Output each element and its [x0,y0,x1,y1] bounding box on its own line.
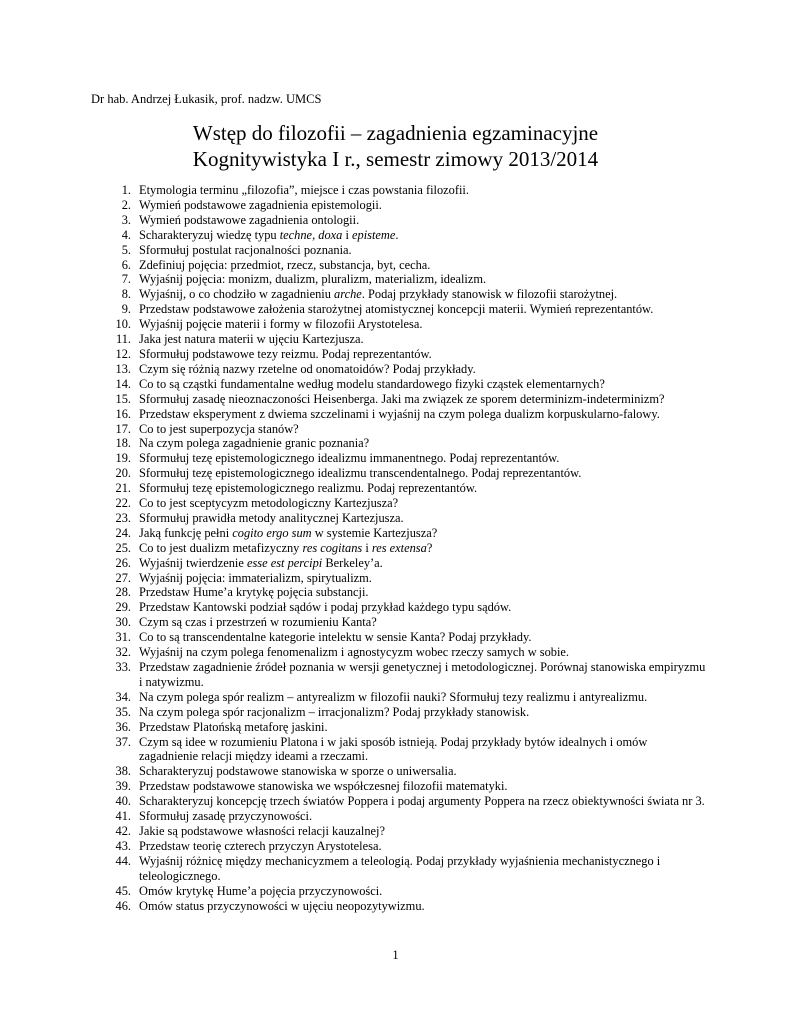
question-number: 20. [115,466,131,481]
question-item [109,362,709,377]
question-item [109,466,709,481]
question-text: Sformułuj tezę epistemologicznego realizmu. Podaj reprezentantów. [139,481,478,496]
question-item [109,839,709,854]
question-number: 11. [115,332,131,347]
question-text: Etymologia terminu „filozofia”, miejsce i czas powstania filozofii. [139,183,469,197]
question-number: 16. [115,406,131,421]
question-number: 1. [121,183,131,197]
question-item [109,287,709,302]
question-item [109,809,709,824]
question-number: 6. [121,257,131,272]
question-text: Co to jest sceptycyzm metodologiczny Kartezjusza? [139,496,399,511]
question-item [109,705,709,720]
question-number: 41. [115,809,131,824]
question-number: 8. [121,287,131,302]
question-item [109,585,709,600]
question-item [109,183,709,198]
question-item [109,571,709,586]
title-line-1: Wstęp do filozofii – zagadnienia egzaminacyjne [192,121,599,145]
question-text: Wyjaśnij na czym polega fenomenalizm i agnostycyzm wobec rzeczy samych w sobie. [139,645,570,660]
question-number: 15. [115,391,131,406]
question-text: Przedstaw Hume’a krytykę pojęcia substancji. [139,585,369,600]
question-item [109,496,709,511]
question-text: Na czym polega spór realizm – antyrealizm w filozofii nauki? Sformułuj tezy realizmu i antyrealizmu. [139,689,648,704]
question-number: 2. [121,197,131,212]
question-text: Sformułuj postulat racjonalności poznania. [139,242,352,257]
question-number: 28. [115,585,131,600]
question-text: Przedstaw podstawowe stanowiska we współczesnej filozofii matematyki. [139,779,508,794]
question-item [109,779,709,794]
question-item [109,228,709,243]
question-text: Wymień podstawowe zagadnienia ontologii. [139,212,360,227]
question-text: Wyjaśnij pojęcie materii i formy w filozofii Arystotelesa. [139,317,423,332]
question-text: Wymień podstawowe zagadnienia epistemologii. [139,197,382,212]
question-item [109,630,709,645]
question-text: Co to są cząstki fundamentalne według modelu standardowego fizyki cząstek elementarnych? [139,376,605,391]
question-text: Omów krytykę Hume’a pojęcia przyczynowości. [139,883,383,898]
question-text: Sformułuj prawidła metody analitycznej Kartezjusza. [139,510,404,525]
question-item [109,600,709,615]
question-number: 10. [115,317,131,332]
question-item [109,556,709,571]
question-item [109,764,709,779]
question-text: Wyjaśnij pojęcia: monizm, dualizm, pluralizm, materializm, idealizm. [139,272,487,287]
question-number: 39. [115,779,131,794]
question-text: Czym się różnią nazwy rzetelne od onomatoidów? Podaj przykłady. [139,361,476,376]
question-item [109,332,709,347]
question-item [109,213,709,228]
question-item [109,347,709,362]
question-text: Sformułuj tezę epistemologicznego idealizmu transcendentalnego. Podaj reprezentantów. [139,466,582,481]
question-number: 30. [115,615,131,630]
question-text: Scharakteryzuj podstawowe stanowiska w sporze o uniwersalia. [139,764,457,779]
question-text: Czym są idee w rozumieniu Platona i w jaki sposób istnieją. Podaj przykłady bytów idealnych i omów zagadnienie relacji między ideami a rzeczami. [139,734,648,764]
question-number: 32. [115,645,131,660]
question-text: Czym są czas i przestrzeń w rozumieniu Kanta? [139,615,377,630]
question-text: Zdefiniuj pojęcia: przedmiot, rzecz, substancja, byt, cecha. [139,257,431,272]
question-number: 33. [115,660,131,674]
document-title [0,120,791,172]
question-text: Na czym polega zagadnienie granic poznania? [139,436,370,451]
question-text: Sformułuj tezę epistemologicznego idealizmu immanentnego. Podaj reprezentantów. [139,451,560,466]
question-item [109,541,709,556]
question-number: 44. [115,853,131,868]
question-list [109,183,709,913]
question-text: Sformułuj podstawowe tezy reizmu. Podaj reprezentantów. [139,346,432,361]
question-text: Na czym polega spór racjonalizm – irracjonalizm? Podaj przykłady stanowisk. [139,704,530,719]
question-number: 4. [121,227,131,242]
question-text: Przedstaw Platońską metaforę jaskini. [139,719,328,734]
question-number: 22. [115,496,131,511]
question-number: 19. [115,451,131,466]
question-number: 14. [115,376,131,391]
question-item [109,660,709,690]
question-item [109,317,709,332]
question-item [109,526,709,541]
question-number: 43. [115,838,131,853]
question-text: Przedstaw podstawowe założenia starożytnej atomistycznej koncepcji materii. Wymień reprezentantów. [139,302,654,317]
question-number: 36. [115,719,131,734]
question-text: Wyjaśnij różnicę między mechanicyzmem a teleologią. Podaj przykłady wyjaśnienia mechanistycznego i teleologicznego. [139,853,661,883]
question-item [109,198,709,213]
question-item [109,407,709,422]
question-text: Co to są transcendentalne kategorie intelektu w sensie Kanta? Podaj przykłady. [139,630,532,645]
question-number: 38. [115,764,131,779]
question-item [109,645,709,660]
question-number: 37. [115,734,131,749]
question-item [109,511,709,526]
question-text: Sformułuj zasadę nieoznaczoności Heisenberga. Jaki ma związek ze sporem determinizm-indeterminizm? [139,391,665,406]
question-number: 9. [121,302,131,317]
question-number: 13. [115,361,131,376]
question-number: 17. [115,421,131,436]
question-number: 27. [115,570,131,585]
question-text: Jakie są podstawowe własności relacji kauzalnej? [139,823,385,838]
question-item [109,854,709,884]
question-item [109,735,709,765]
question-number: 26. [115,555,131,570]
question-item [109,884,709,899]
question-item [109,302,709,317]
question-text: Co to jest superpozycja stanów? [139,421,299,436]
question-number: 34. [115,689,131,704]
question-item [109,422,709,437]
question-text: Wyjaśnij twierdzenie esse est percipi Berkeley’a. [139,555,383,570]
question-number: 23. [115,510,131,525]
question-text: Przedstaw zagadnienie źródeł poznania w wersji genetycznej i metodologicznej. Porównaj stanowiska empiryzmu i natywizmu. [139,660,706,689]
page-number: 1 [392,948,399,962]
question-number: 3. [121,212,131,227]
question-text: Przedstaw eksperyment z dwiema szczelinami i wyjaśnij na czym polega dualizm korpuskularno-falowy. [139,406,660,421]
question-text: Co to jest dualizm metafizyczny res cogitans i res extensa? [139,540,433,555]
question-number: 45. [115,883,131,898]
question-text: Omów status przyczynowości w ujęciu neopozytywizmu. [139,898,425,913]
title-line-2: Kognitywistyka I r., semestr zimowy 2013/2014 [192,147,599,171]
question-item [109,243,709,258]
question-text: Wyjaśnij, o co chodziło w zagadnieniu arche. Podaj przykłady stanowisk w filozofii starożytnej. [139,287,618,302]
question-item [109,258,709,273]
question-number: 35. [115,704,131,719]
question-text: Przedstaw teorię czterech przyczyn Arystotelesa. [139,838,382,853]
question-text: Scharakteryzuj koncepcję trzech światów Poppera i podaj argumenty Poppera na rzecz obiektywności świata nr 3. [139,794,705,809]
question-item [109,794,709,809]
question-text: Sformułuj zasadę przyczynowości. [139,809,313,824]
question-text: Jaką funkcję pełni cogito ergo sum w systemie Kartezjusza? [139,525,438,540]
question-item [109,720,709,735]
question-number: 25. [115,540,131,555]
question-number: 42. [115,823,131,838]
question-number: 18. [115,436,131,451]
question-item [109,690,709,705]
question-text: Wyjaśnij pojęcia: immaterializm, spirytualizm. [139,570,372,585]
question-item [109,436,709,451]
question-number: 21. [115,481,131,496]
question-item [109,272,709,287]
question-number: 12. [115,346,131,361]
question-number: 29. [115,600,131,615]
question-text: Scharakteryzuj wiedzę typu techne, doxa i episteme. [139,227,399,242]
question-text: Przedstaw Kantowski podział sądów i podaj przykład każdego typu sądów. [139,600,512,615]
question-item [109,451,709,466]
question-item [109,481,709,496]
question-item [109,824,709,839]
question-item [109,377,709,392]
question-number: 46. [115,898,131,913]
question-number: 7. [121,272,131,287]
question-item [109,899,709,914]
question-number: 24. [115,525,131,540]
question-number: 5. [121,242,131,257]
author-line: Dr hab. Andrzej Łukasik, prof. nadzw. UMCS [91,92,322,106]
question-number: 31. [115,630,131,645]
question-text: Jaka jest natura materii w ujęciu Kartezjusza. [139,332,364,347]
question-number: 40. [115,794,131,809]
question-item [109,615,709,630]
question-item [109,392,709,407]
